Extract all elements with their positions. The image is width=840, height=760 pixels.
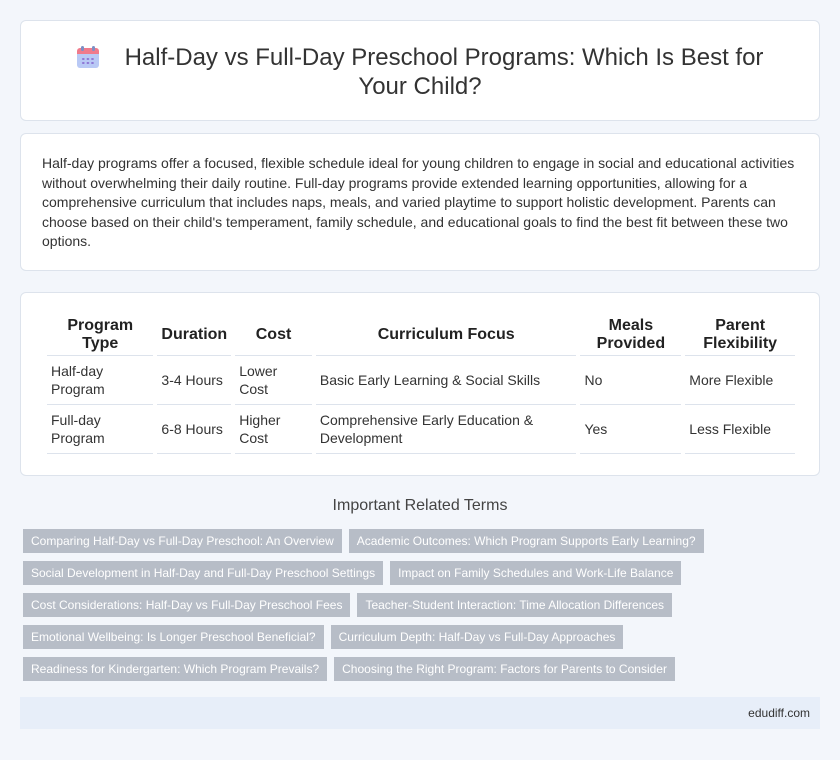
related-term-link[interactable]: Comparing Half-Day vs Full-Day Preschool: An Overview [23,529,342,553]
header-curriculum-focus: Curriculum Focus [316,315,577,356]
cell-meals-provided: Yes [580,405,681,454]
cell-curriculum-focus: Comprehensive Early Education & Development [316,405,577,454]
related-term-link[interactable]: Cost Considerations: Half-Day vs Full-Day Preschool Fees [23,593,350,617]
cell-program-type: Full-day Program [47,405,153,454]
related-term-link[interactable]: Choosing the Right Program: Factors for Parents to Consider [334,657,675,681]
tag-row [23,625,803,649]
cell-cost: Higher Cost [235,405,312,454]
related-term-link[interactable]: Curriculum Depth: Half-Day vs Full-Day Approaches [331,625,624,649]
header-parent-flexibility: Parent Flexibility [685,315,795,356]
tag-row [23,657,803,681]
cell-parent-flexibility: Less Flexible [685,405,795,454]
title-wrap [61,43,779,101]
cell-duration: 3-4 Hours [157,356,231,405]
cell-duration: 6-8 Hours [157,405,231,454]
summary-card [20,133,820,271]
tag-row [23,529,803,553]
related-term-link[interactable]: Impact on Family Schedules and Work-Life Balance [390,561,681,585]
cell-curriculum-focus: Basic Early Learning & Social Skills [316,356,577,405]
related-terms-list [23,529,803,689]
page-title [61,43,779,101]
footer-site-link[interactable]: edudiff.com [748,706,810,720]
related-term-link[interactable]: Emotional Wellbeing: Is Longer Preschool Beneficial? [23,625,324,649]
table-header-row [47,315,795,356]
cell-meals-provided: No [580,356,681,405]
page-title-text: Half-Day vs Full-Day Preschool Programs: Which Is Best for Your Child? [124,44,764,100]
title-card [20,20,820,121]
cell-program-type: Half-day Program [47,356,153,405]
table-row [47,405,795,454]
header-program-type: Program Type [47,315,153,356]
footer [20,697,820,729]
header-duration: Duration [157,315,231,356]
related-term-link[interactable]: Academic Outcomes: Which Program Supports Early Learning? [349,529,704,553]
related-terms-heading: Important Related Terms [332,497,508,514]
summary-text: Half-day programs offer a focused, flexible schedule ideal for young children to engage in social and educational activities without overwhelming their daily routine. Full-day programs provide extended learning opportunities, allowing for a comprehensive curriculum that includes naps, meals, and varied playtime to support holistic development. Parents can choose based on their child's temperament, family schedule, and educational goals to find the best fit between these two options. [42,155,795,250]
related-term-link[interactable]: Readiness for Kindergarten: Which Program Prevails? [23,657,327,681]
cell-cost: Lower Cost [235,356,312,405]
related-term-link[interactable]: Teacher-Student Interaction: Time Allocation Differences [357,593,672,617]
cell-parent-flexibility: More Flexible [685,356,795,405]
tag-row [23,561,803,585]
header-meals-provided: Meals Provided [580,315,681,356]
header-cost: Cost [235,315,312,356]
related-term-link[interactable]: Social Development in Half-Day and Full-Day Preschool Settings [23,561,383,585]
comparison-table [43,315,799,454]
calendar-icon [77,46,99,68]
tag-row [23,593,803,617]
comparison-table-card [20,292,820,476]
table-row [47,356,795,405]
